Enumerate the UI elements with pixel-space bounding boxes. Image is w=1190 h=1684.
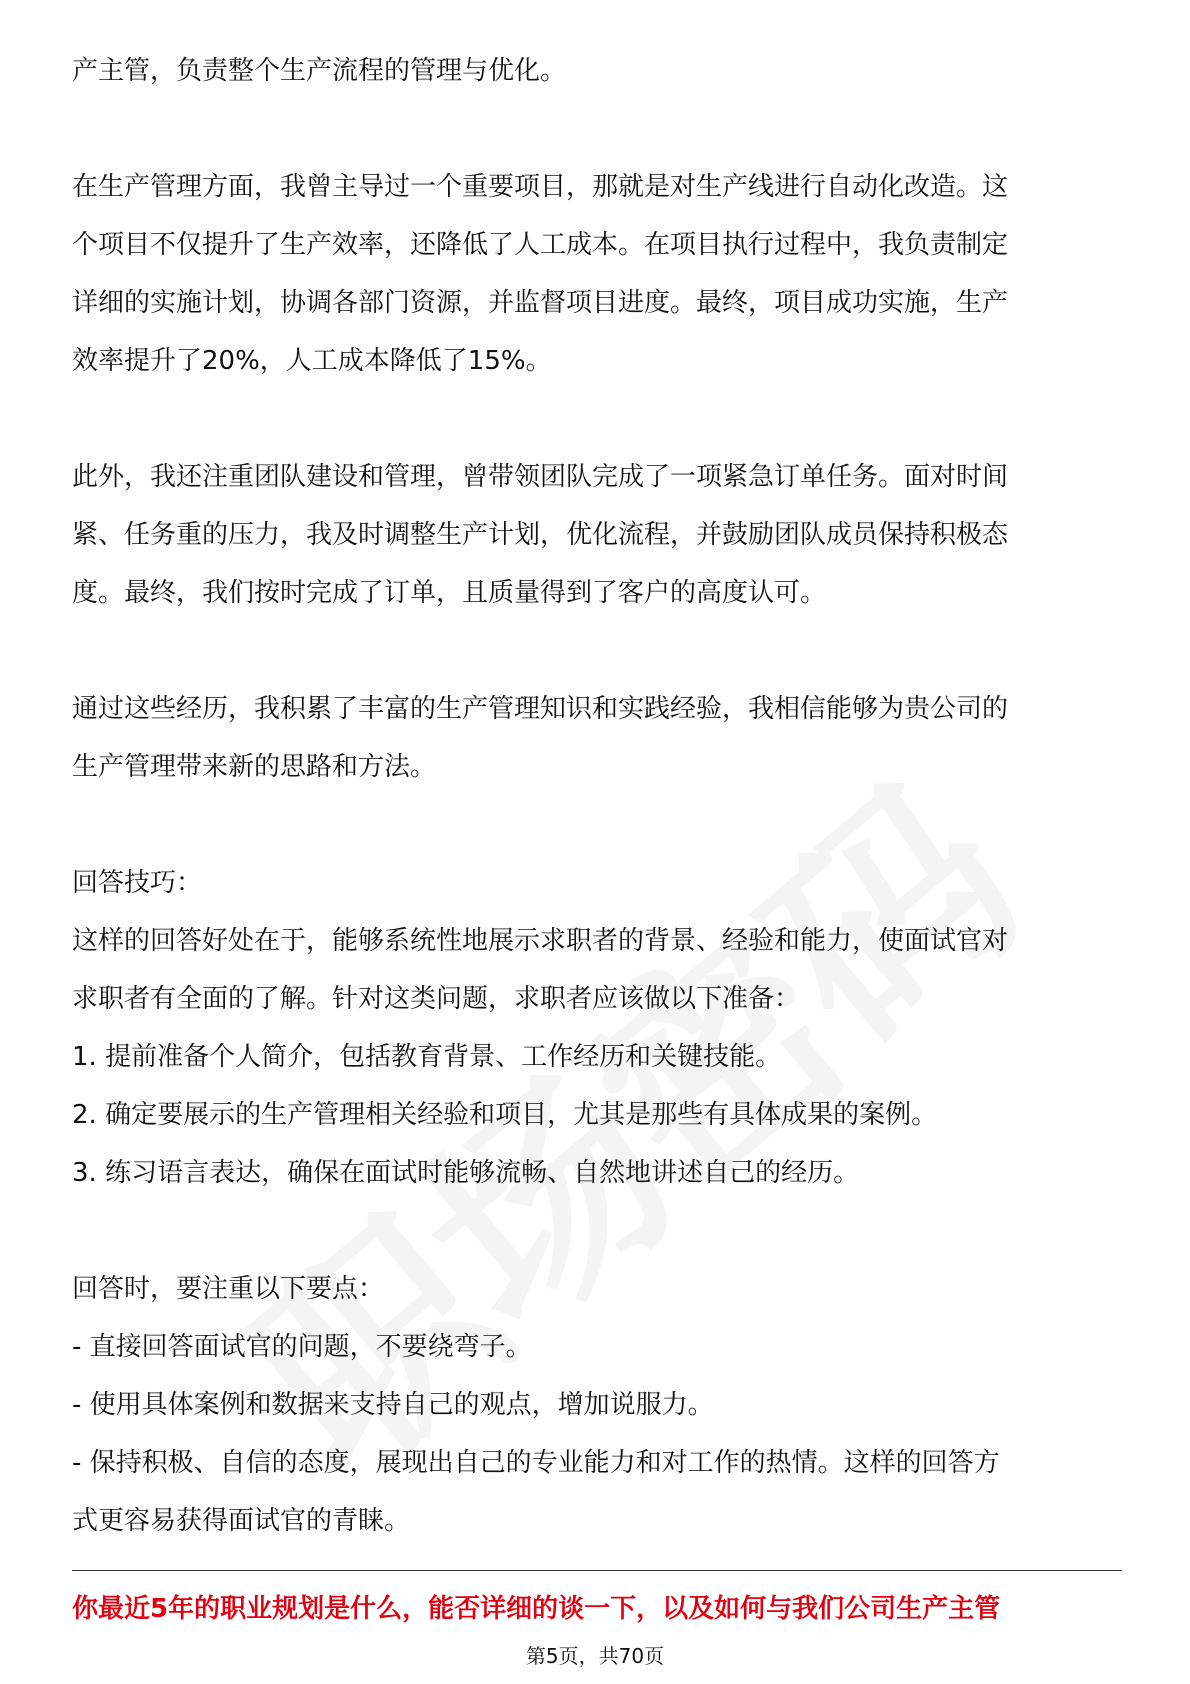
text-line: 详细的实施计划，协调各部门资源，并监督项目进度。最终，项目成功实施，生产: [72, 288, 1009, 318]
page-number: 第5页，共70页: [525, 1644, 665, 1668]
text-line: 在生产管理方面，我曾主导过一个重要项目，那就是对生产线进行自动化改造。这: [72, 172, 1009, 202]
text-line: 此外，我还注重团队建设和管理，曾带领团队完成了一项紧急订单任务。面对时间: [72, 462, 1009, 492]
document-body: [72, 42, 1122, 1550]
text-line: 这样的回答好处在于，能够系统性地展示求职者的背景、经验和能力，使面试官对: [72, 926, 1009, 956]
paragraph: [72, 680, 1122, 796]
text-line: 式更容易获得面试官的青睐。: [72, 1506, 411, 1536]
text-line: 效率提升了20%，人工成本降低了15%。: [72, 346, 552, 376]
text-line: 生产管理带来新的思路和方法。: [72, 752, 437, 782]
text-line: 度。最终，我们按时完成了订单，且质量得到了客户的高度认可。: [72, 578, 827, 608]
text-line: 个项目不仅提升了生产效率，还降低了人工成本。在项目执行过程中，我负责制定: [72, 230, 1009, 260]
list-item: - 使用具体案例和数据来支持自己的观点，增加说服力。: [72, 1390, 714, 1420]
text-line: 紧、任务重的压力，我及时调整生产计划，优化流程，并鼓励团队成员保持积极态: [72, 520, 1009, 550]
key-points-section: [72, 1260, 1122, 1550]
section-heading: 回答技巧：: [72, 868, 203, 898]
list-item: 1. 提前准备个人简介，包括教育背景、工作经历和关键技能。: [72, 1042, 782, 1072]
list-item: 2. 确定要展示的生产管理相关经验和项目，尤其是那些有具体成果的案例。: [72, 1100, 938, 1130]
section-heading: 回答时，要注重以下要点：: [72, 1274, 385, 1304]
divider: [72, 1570, 1122, 1571]
answer-tips-section: [72, 854, 1122, 1202]
list-item: 3. 练习语言表达，确保在面试时能够流畅、自然地讲述自己的经历。: [72, 1158, 860, 1188]
next-question-heading: 你最近5年的职业规划是什么，能否详细的谈一下，以及如何与我们公司生产主管: [72, 1594, 1001, 1624]
paragraph: [72, 448, 1122, 622]
text-line: 产主管，负责整个生产流程的管理与优化。: [72, 56, 567, 86]
text-line: 通过这些经历，我积累了丰富的生产管理知识和实践经验，我相信能够为贵公司的: [72, 694, 1009, 724]
list-item: - 保持积极、自信的态度，展现出自己的专业能力和对工作的热情。这样的回答方: [72, 1448, 1000, 1478]
text-line: 求职者有全面的了解。针对这类问题，求职者应该做以下准备：: [72, 984, 801, 1014]
paragraph: [72, 42, 1122, 100]
paragraph: [72, 158, 1122, 390]
list-item: - 直接回答面试官的问题，不要绕弯子。: [72, 1332, 532, 1362]
